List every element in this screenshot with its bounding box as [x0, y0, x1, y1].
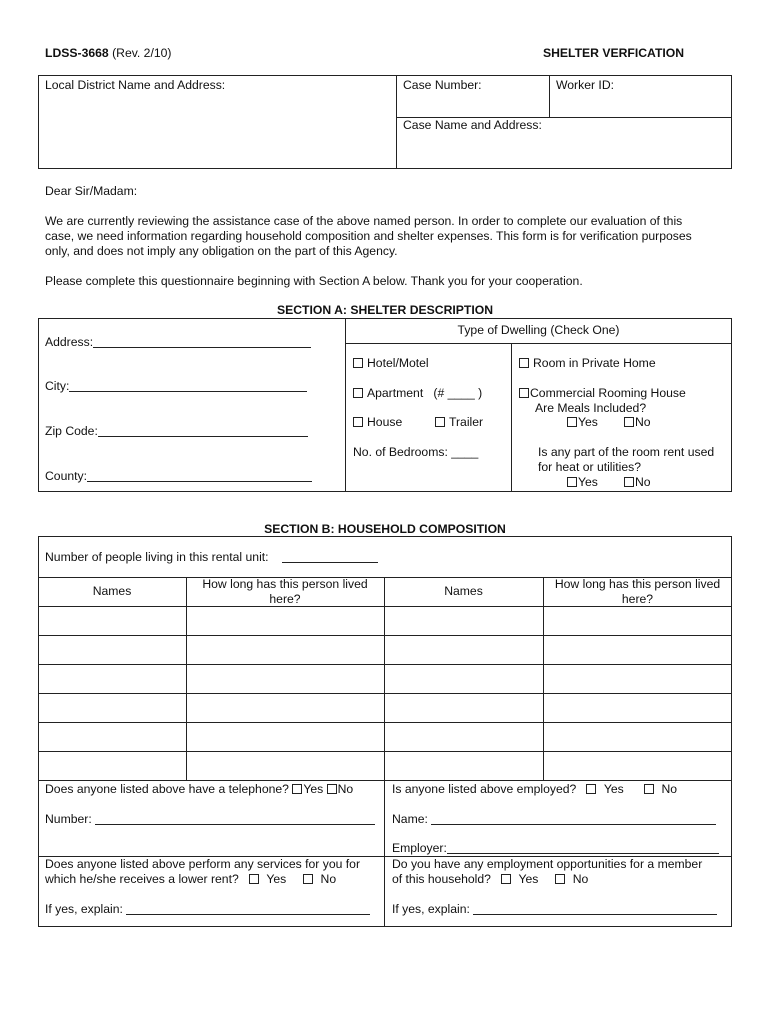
heat-yes-label: Yes	[578, 475, 598, 489]
col-how-long-line-1: How long has this person lived	[554, 577, 721, 591]
employed-yes-checkbox[interactable]	[586, 784, 596, 794]
apartment-option[interactable]	[353, 386, 482, 401]
services-explain-field[interactable]	[126, 902, 370, 915]
address-label: Address:	[45, 335, 94, 349]
hotel-motel-checkbox[interactable]	[353, 358, 363, 368]
services-yes-checkbox[interactable]	[249, 874, 259, 884]
zip-field[interactable]	[98, 424, 308, 437]
house-checkbox[interactable]	[353, 417, 363, 427]
telephone-question: Does anyone listed above have a telephone?	[45, 782, 289, 796]
employment-opp-yes-checkbox[interactable]	[501, 874, 511, 884]
telephone-question-row	[45, 782, 353, 797]
section-a-title: SECTION A: SHELTER DESCRIPTION	[277, 303, 493, 317]
county-row	[45, 469, 312, 484]
apartment-number-field[interactable]: (# ____ )	[433, 386, 483, 400]
employment-opp-explain-row	[392, 902, 717, 917]
case-number-label: Case Number:	[403, 78, 482, 92]
telephone-number-field[interactable]	[95, 812, 375, 825]
services-question-row	[45, 872, 336, 887]
employment-opp-yes-label: Yes	[518, 872, 539, 886]
col-names-header: Names	[92, 584, 132, 598]
meals-yes-label: Yes	[578, 415, 598, 429]
room-private-home-checkbox[interactable]	[519, 358, 529, 368]
employer-row	[392, 841, 719, 856]
table-col-line	[186, 577, 187, 780]
number-label: Number:	[45, 812, 92, 826]
apartment-label: Apartment	[367, 386, 424, 400]
section-b-title: SECTION B: HOUSEHOLD COMPOSITION	[264, 522, 506, 536]
meals-no-option[interactable]	[624, 415, 651, 430]
zip-row	[45, 424, 308, 439]
heat-no-label: No	[635, 475, 651, 489]
employment-opp-row	[392, 872, 588, 887]
form-title: SHELTER VERFICATION	[543, 46, 685, 60]
employed-no-checkbox[interactable]	[644, 784, 654, 794]
col-how-long-header-2	[543, 577, 732, 607]
worker-id-label: Worker ID:	[556, 78, 615, 92]
employment-opp-line-1: Do you have any employment opportunities for a member	[392, 857, 703, 871]
col-how-long-line-1: How long has this person lived	[202, 577, 368, 591]
employed-no-label: No	[661, 782, 678, 796]
table-col-line	[384, 577, 385, 927]
telephone-no-label: No	[337, 782, 354, 796]
city-row	[45, 379, 307, 394]
col-how-long-line-2: here?	[621, 592, 654, 606]
employment-opp-explain-field[interactable]	[473, 902, 717, 915]
table-line	[38, 751, 732, 752]
trailer-checkbox[interactable]	[435, 417, 445, 427]
bedrooms-label: No. of Bedrooms: ____	[353, 445, 479, 459]
employer-field[interactable]	[447, 841, 719, 854]
heat-question-line-2: for heat or utilities?	[538, 460, 641, 474]
table-line	[38, 693, 732, 694]
letter-paragraph-1-line-2: case, we need information regarding household composition and shelter expenses. This form is for verification purposes	[45, 229, 692, 243]
commercial-rooming-label: Commercial Rooming House	[530, 386, 686, 400]
employed-question-row	[392, 782, 677, 797]
telephone-number-row	[45, 812, 375, 827]
apartment-checkbox[interactable]	[353, 388, 363, 398]
city-label: City:	[45, 379, 70, 393]
col-how-long-line-2: here?	[269, 592, 301, 606]
col-names-header-2: Names	[444, 584, 483, 598]
employment-opp-line-2: of this household?	[392, 872, 491, 886]
heat-yes-option[interactable]	[567, 475, 598, 490]
house-option[interactable]	[353, 415, 402, 430]
employment-opp-no-label: No	[572, 872, 589, 886]
people-count-label: Number of people living in this rental unit:	[45, 550, 269, 564]
table-line	[38, 722, 732, 723]
meals-no-checkbox[interactable]	[624, 417, 634, 427]
telephone-no-checkbox[interactable]	[327, 784, 337, 794]
people-count-field[interactable]	[282, 550, 378, 563]
services-explain-label: If yes, explain:	[45, 902, 123, 916]
employment-opp-no-checkbox[interactable]	[555, 874, 565, 884]
telephone-yes-label: Yes	[303, 782, 324, 796]
county-field[interactable]	[87, 469, 312, 482]
form-code-line	[45, 46, 171, 61]
employed-name-row	[392, 812, 716, 827]
commercial-rooming-checkbox[interactable]	[519, 388, 529, 398]
meals-no-label: No	[635, 415, 651, 429]
table-line	[38, 664, 732, 665]
services-question-line-1: Does anyone listed above perform any services for you for	[45, 857, 361, 871]
meals-included-question: Are Meals Included?	[535, 401, 647, 415]
form-revision: (Rev. 2/10)	[112, 46, 172, 60]
letter-paragraph-1-line-1: We are currently reviewing the assistance case of the above named person. In order to complete our evaluation of this	[45, 214, 683, 228]
room-private-home-option[interactable]	[519, 356, 656, 371]
case-box-divider	[396, 75, 397, 169]
telephone-yes-checkbox[interactable]	[292, 784, 302, 794]
commercial-rooming-option[interactable]	[519, 386, 686, 401]
heat-no-checkbox[interactable]	[624, 477, 634, 487]
heat-question-line-1: Is any part of the room rent used	[538, 445, 715, 459]
employed-question: Is anyone listed above employed?	[392, 782, 577, 796]
house-label: House	[367, 415, 403, 429]
letter-paragraph-1-line-3: only, and does not imply any obligation on the part of this Agency.	[45, 244, 398, 258]
meals-yes-option[interactable]	[567, 415, 598, 430]
letter-paragraph-2: Please complete this questionnaire beginning with Section A below. Thank you for your cooperation.	[45, 274, 583, 288]
dwelling-header: Type of Dwelling (Check One)	[457, 323, 620, 337]
services-yes-label: Yes	[266, 872, 287, 886]
services-explain-row	[45, 902, 370, 917]
room-private-home-label: Room in Private Home	[533, 356, 656, 370]
table-line	[38, 635, 732, 636]
section-a-hline	[345, 343, 732, 344]
address-row	[45, 335, 311, 350]
zip-label: Zip Code:	[45, 424, 98, 438]
services-question-line-2: which he/she receives a lower rent?	[45, 872, 239, 886]
col-how-long-header	[186, 577, 384, 607]
services-no-label: No	[320, 872, 337, 886]
city-field[interactable]	[69, 379, 307, 392]
employment-opp-explain-label: If yes, explain:	[392, 902, 470, 916]
employed-name-label: Name:	[392, 812, 428, 826]
trailer-label: Trailer	[449, 415, 484, 429]
district-label: Local District Name and Address:	[45, 78, 226, 92]
address-field[interactable]	[93, 335, 311, 348]
heat-no-option[interactable]	[624, 475, 651, 490]
hotel-motel-label: Hotel/Motel	[367, 356, 429, 370]
section-a-divider	[345, 318, 346, 492]
trailer-option[interactable]	[435, 415, 483, 430]
people-count-row	[45, 550, 378, 565]
table-col-line	[543, 577, 544, 780]
case-box-divider-2	[549, 75, 550, 117]
meals-yes-checkbox[interactable]	[567, 417, 577, 427]
table-line	[38, 780, 732, 781]
greeting: Dear Sir/Madam:	[45, 184, 138, 198]
form-code: LDSS-3668	[45, 46, 109, 60]
hotel-motel-option[interactable]	[353, 356, 429, 371]
services-no-checkbox[interactable]	[303, 874, 313, 884]
case-name-label: Case Name and Address:	[403, 118, 542, 132]
employer-label: Employer:	[392, 841, 447, 855]
employed-name-field[interactable]	[431, 812, 716, 825]
employed-yes-label: Yes	[603, 782, 624, 796]
heat-yes-checkbox[interactable]	[567, 477, 577, 487]
section-a-divider-2	[511, 343, 512, 492]
county-label: County:	[45, 469, 88, 483]
